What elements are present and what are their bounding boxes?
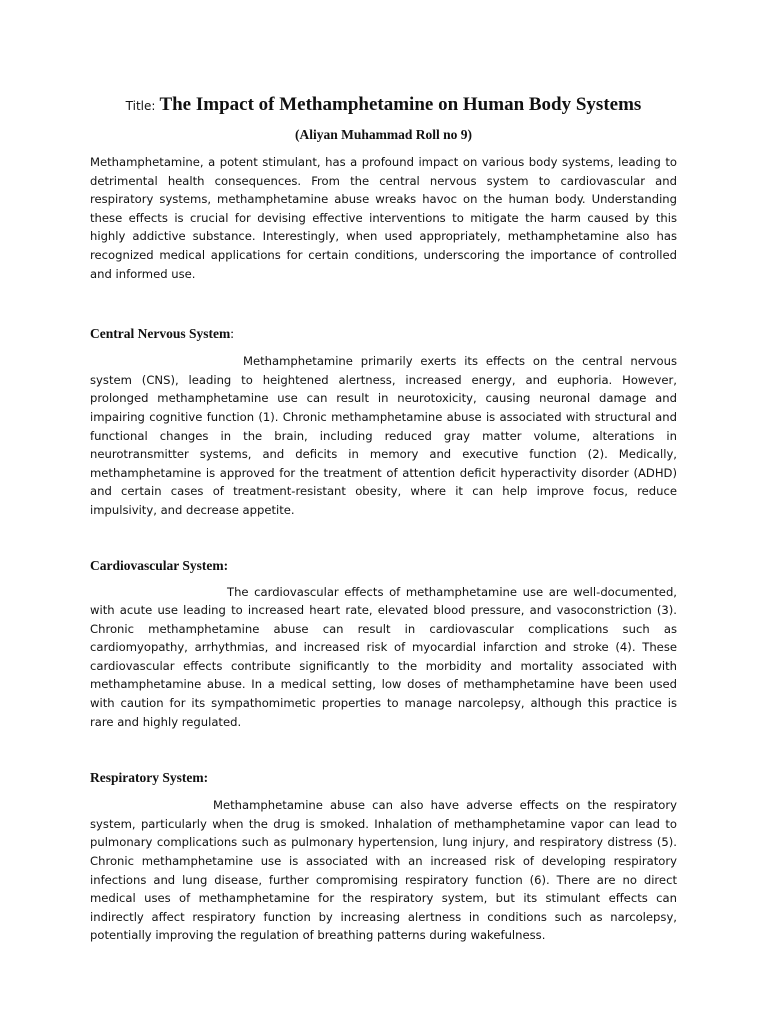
section-heading-text: Central Nervous System [90,326,231,342]
author-line: (Aliyan Muhammad Roll no 9) [294,127,473,142]
section-body-respiratory-system: Methamphetamine abuse can also have adverse effects on the respiratory system, particularly when the drug is smoked. Inhalation of methamphetamine vapor can lead to pulmonary complications such as pulmonary hypertension, lung injury, and respiratory distress (5). Chronic methamphetamine use is associated with an increased risk of developing respiratory infections and lung disease, further compromising respiratory function (6). There are no direct medical uses of methamphetamine for the respiratory system, but its stimulant effects can indirectly affect respiratory function by increasing alertness in conditions such as narcolepsy, potentially improving the regulation of breathing patterns during wakefulness. [90,798,677,943]
document-title: The Impact of Methamphetamine on Human Body Systems [159,94,642,115]
section-heading-respiratory-system: Respiratory System: [90,770,209,786]
section-heading-central-nervous-system [90,324,677,344]
section-body-central-nervous-system: Methamphetamine primarily exerts its effects on the central nervous system (CNS), leading to heightened alertness, increased energy, and euphoria. However, prolonged methamphetamine use can result in neurotoxicity, causing neuronal damage and impairing cognitive function (1). Chronic methamphetamine abuse is associated with structural and functional changes in the brain, including reduced gray matter volume, alterations in neurotransmitter systems, and deficits in memory and executive function (2). Medically, methamphetamine is approved for the treatment of attention deficit hyperactivity disorder (ADHD) and certain cases of treatment-resistant obesity, where it can help improve focus, reduce impulsivity, and decrease appetite. [90,354,677,517]
section-heading-colon: : [230,326,234,342]
section-heading-cardiovascular-system: Cardiovascular System: [90,557,229,573]
title-prefix-label: Title: [125,99,156,113]
document-page [90,92,677,945]
document-title-line [90,92,677,119]
intro-paragraph: Methamphetamine, a potent stimulant, has a profound impact on various body systems, leading to detrimental health consequences. From the central nervous system to cardiovascular and respiratory systems, methamphetamine abuse wreaks havoc on the human body. Understanding these effects is crucial for devising effective interventions to mitigate the harm caused by this highly addictive substance. Interestingly, when used appropriately, methamphetamine also has recognized medical applications for certain conditions, underscoring the importance of controlled and informed use. [90,155,677,281]
section-body-cardiovascular-system: The cardiovascular effects of methamphetamine use are well-documented, with acute use leading to increased heart rate, elevated blood pressure, and vasoconstriction (3). Chronic methamphetamine abuse can result in cardiovascular complications such as cardiomyopathy, arrhythmias, and increased risk of myocardial infarction and stroke (4). These cardiovascular effects contribute significantly to the morbidity and mortality associated with methamphetamine abuse. In a medical setting, low doses of methamphetamine have been used with caution for its sympathomimetic properties to manage narcolepsy, although this practice is rare and highly regulated. [90,584,677,729]
